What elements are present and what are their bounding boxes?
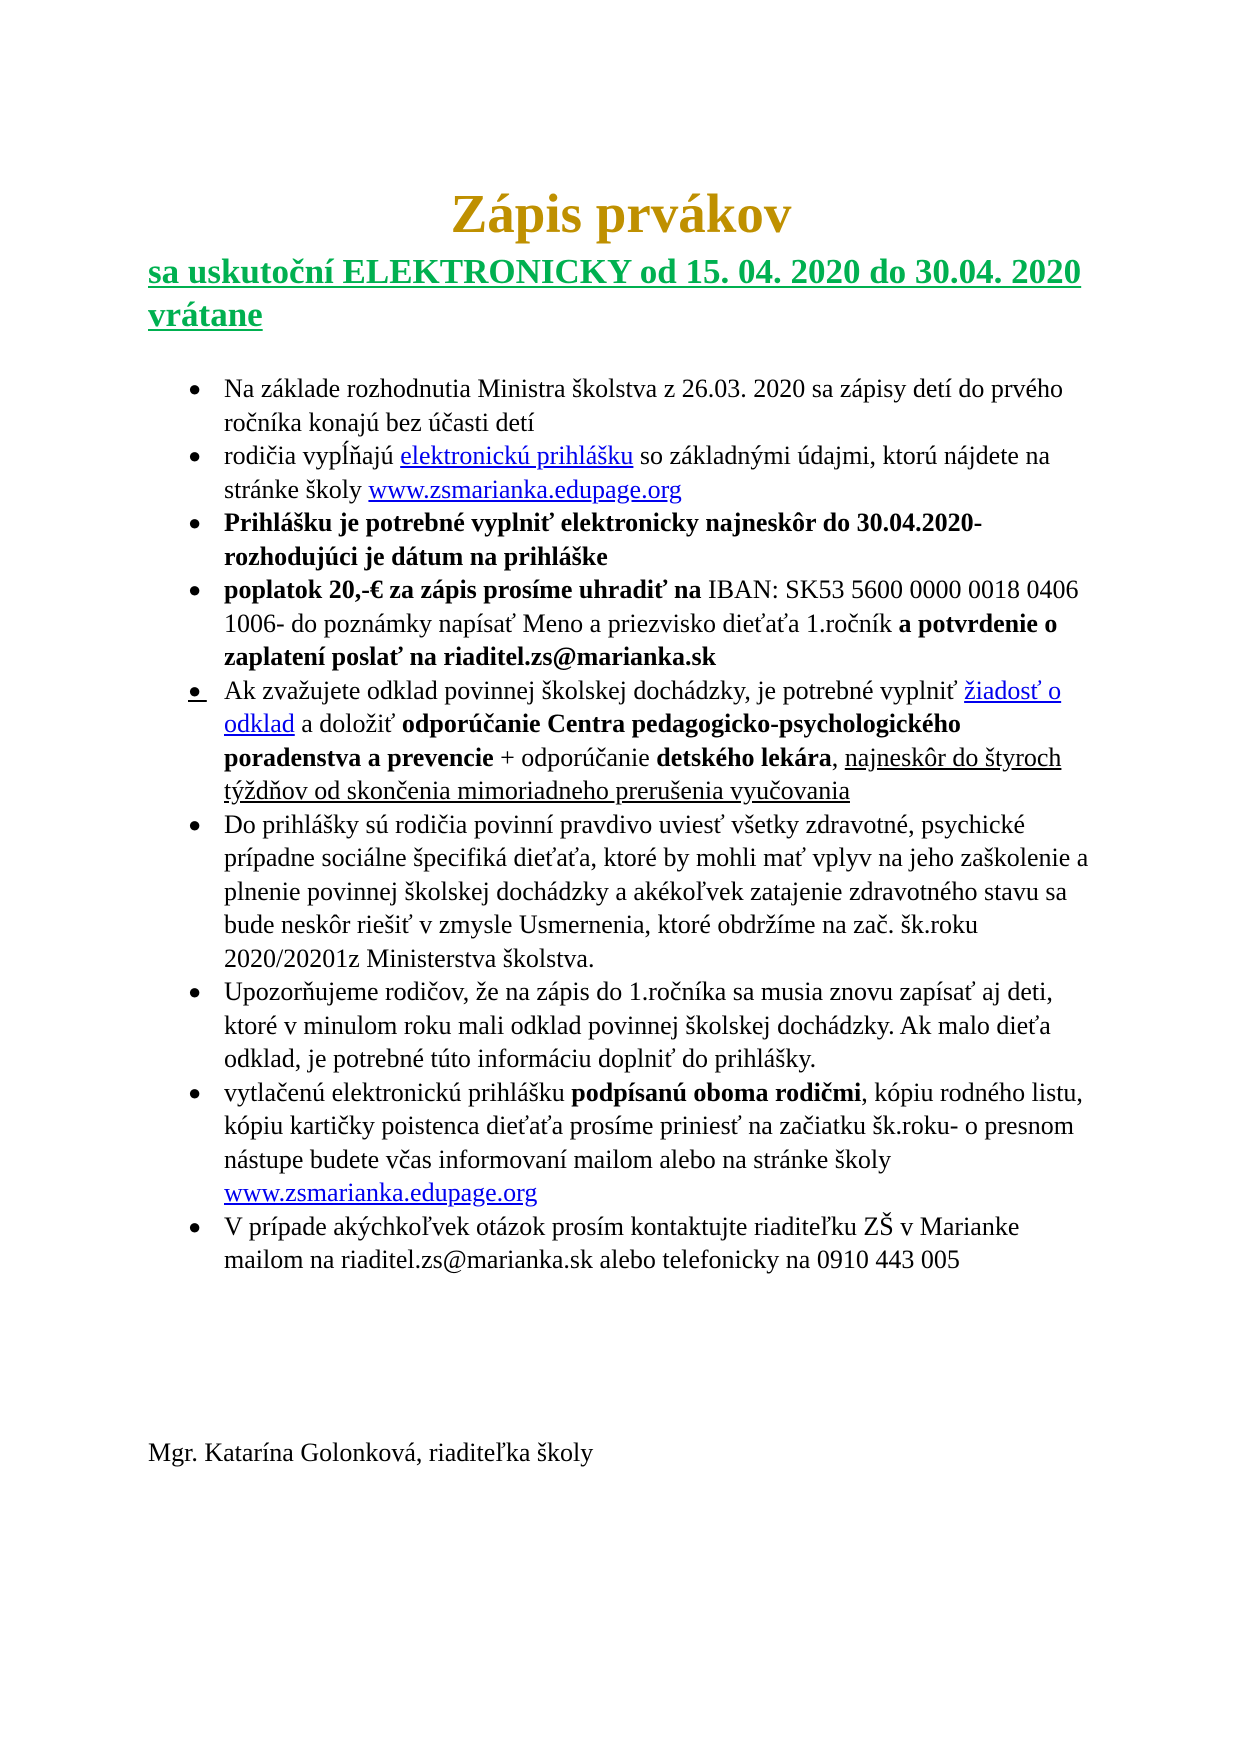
list-item xyxy=(148,674,1098,808)
list-item xyxy=(148,573,1098,674)
item-text: a doložiť xyxy=(294,709,402,738)
bullet-icon: ● xyxy=(188,979,202,1004)
signature: Mgr. Katarína Golonková, riaditeľka školy xyxy=(148,1438,594,1467)
item-text: , kópiu rodného listu, kópiu kartičky poistenca dieťaťa prosíme priniesť na začiatku šk.roku- o presnom nástupe budete včas informovaní mailom alebo na stránke školy xyxy=(224,1077,1083,1174)
item-bold-text: detského lekára xyxy=(656,742,832,772)
list-item xyxy=(148,975,1098,1076)
item-text: Na základe rozhodnutia Ministra školstva z 26.03. 2020 sa zápisy detí do prvého ročníka konajú bez účasti detí xyxy=(224,374,1064,437)
fee-notice: poplatok 20,-€ za zápis prosíme uhradiť na xyxy=(224,575,702,604)
item-text: Do prihlášky sú rodičia povinní pravdivo uviesť všetky zdravotné, psychické prípadne sociálne špecifiká dieťaťa, ktoré by mohli mať vplyv na jeho zaškolenie a plnenie povinnej školskej dochádzky a akékoľvek zatajenie zdravotného stavu sa bude neskôr riešiť v zmysle Usmernenia, ktoré obdržíme na zač. šk.roku 2020/20201z Ministerstva školstva. xyxy=(224,809,1089,973)
bullet-icon: ● xyxy=(188,1213,202,1239)
item-text: , xyxy=(831,742,845,772)
page-title: Zápis prvákov xyxy=(450,183,792,244)
bullet-icon: ● xyxy=(188,376,202,401)
bullet-icon: ● xyxy=(188,677,207,703)
bullet-icon: ● xyxy=(188,811,202,837)
list-item xyxy=(148,506,1098,573)
item-text: Upozorňujeme rodičov, že na zápis do 1.ročníka sa musia znovu zapísať aj deti, ktoré v minulom roku mali odklad povinnej školskej dochádzky. Ak malo dieťa odklad, je potrebné túto informáciu doplniť do prihlášky. xyxy=(224,977,1053,1073)
item-text: Ak zvažujete odklad povinnej školskej dochádzky, je potrebné vyplniť xyxy=(224,675,965,705)
list-item xyxy=(148,439,1098,506)
item-bold-text: odporúčanie Centra pedagogicko-psychologického poradenstva a prevencie xyxy=(224,709,961,772)
list-item xyxy=(148,372,1098,439)
bullet-icon: ● xyxy=(188,577,202,602)
deferral-request-link[interactable]: žiadosť o odklad xyxy=(224,675,1062,738)
item-text: so základnými údajmi, ktorú nájdete na stránke školy xyxy=(224,441,1051,504)
bullet-icon: ● xyxy=(188,443,202,468)
list-item xyxy=(148,1076,1098,1210)
bullet-icon: ● xyxy=(188,510,202,535)
item-text: vytlačenú elektronickú prihlášku xyxy=(224,1077,572,1107)
page-subtitle: sa uskutoční ELEKTRONICKY od 15. 04. 2020 do 30.04. 2020 vrátane xyxy=(148,252,1082,334)
item-text: rodičia vypĺňajú xyxy=(224,441,401,470)
list-item xyxy=(148,1210,1098,1277)
school-website-link[interactable]: www.zsmarianka.edupage.org xyxy=(368,474,682,504)
application-form-link[interactable]: elektronickú prihlášku xyxy=(400,441,634,470)
school-website-link[interactable]: www.zsmarianka.edupage.org xyxy=(224,1178,538,1207)
list-item xyxy=(148,808,1098,976)
item-bold-text: podpísanú oboma rodičmi xyxy=(571,1077,862,1107)
deadline-notice: Prihlášku je potrebné vyplniť elektronicky najneskôr do 30.04.2020- rozhodujúci je dátum na prihláške xyxy=(224,508,983,571)
bullet-icon: ● xyxy=(188,1079,202,1105)
info-list xyxy=(148,372,1098,1277)
item-text: + odporúčanie xyxy=(493,742,657,772)
item-text: IBAN: SK53 5600 0000 0018 0406 1006- do poznámky napísať Meno a priezvisko dieťaťa 1.ročník xyxy=(224,575,1079,638)
deferral-deadline: najneskôr do štyroch týždňov od skončenia mimoriadneho prerušenia vyučovania xyxy=(224,742,1062,805)
payment-confirmation-notice: a potvrdenie o zaplatení poslať na riaditel.zs@marianka.sk xyxy=(224,608,1058,671)
item-text: V prípade akýchkoľvek otázok prosím kontaktujte riaditeľku ZŠ v Marianke mailom na riaditel.zs@marianka.sk alebo telefonicky na 0910 443 005 xyxy=(224,1211,1020,1274)
